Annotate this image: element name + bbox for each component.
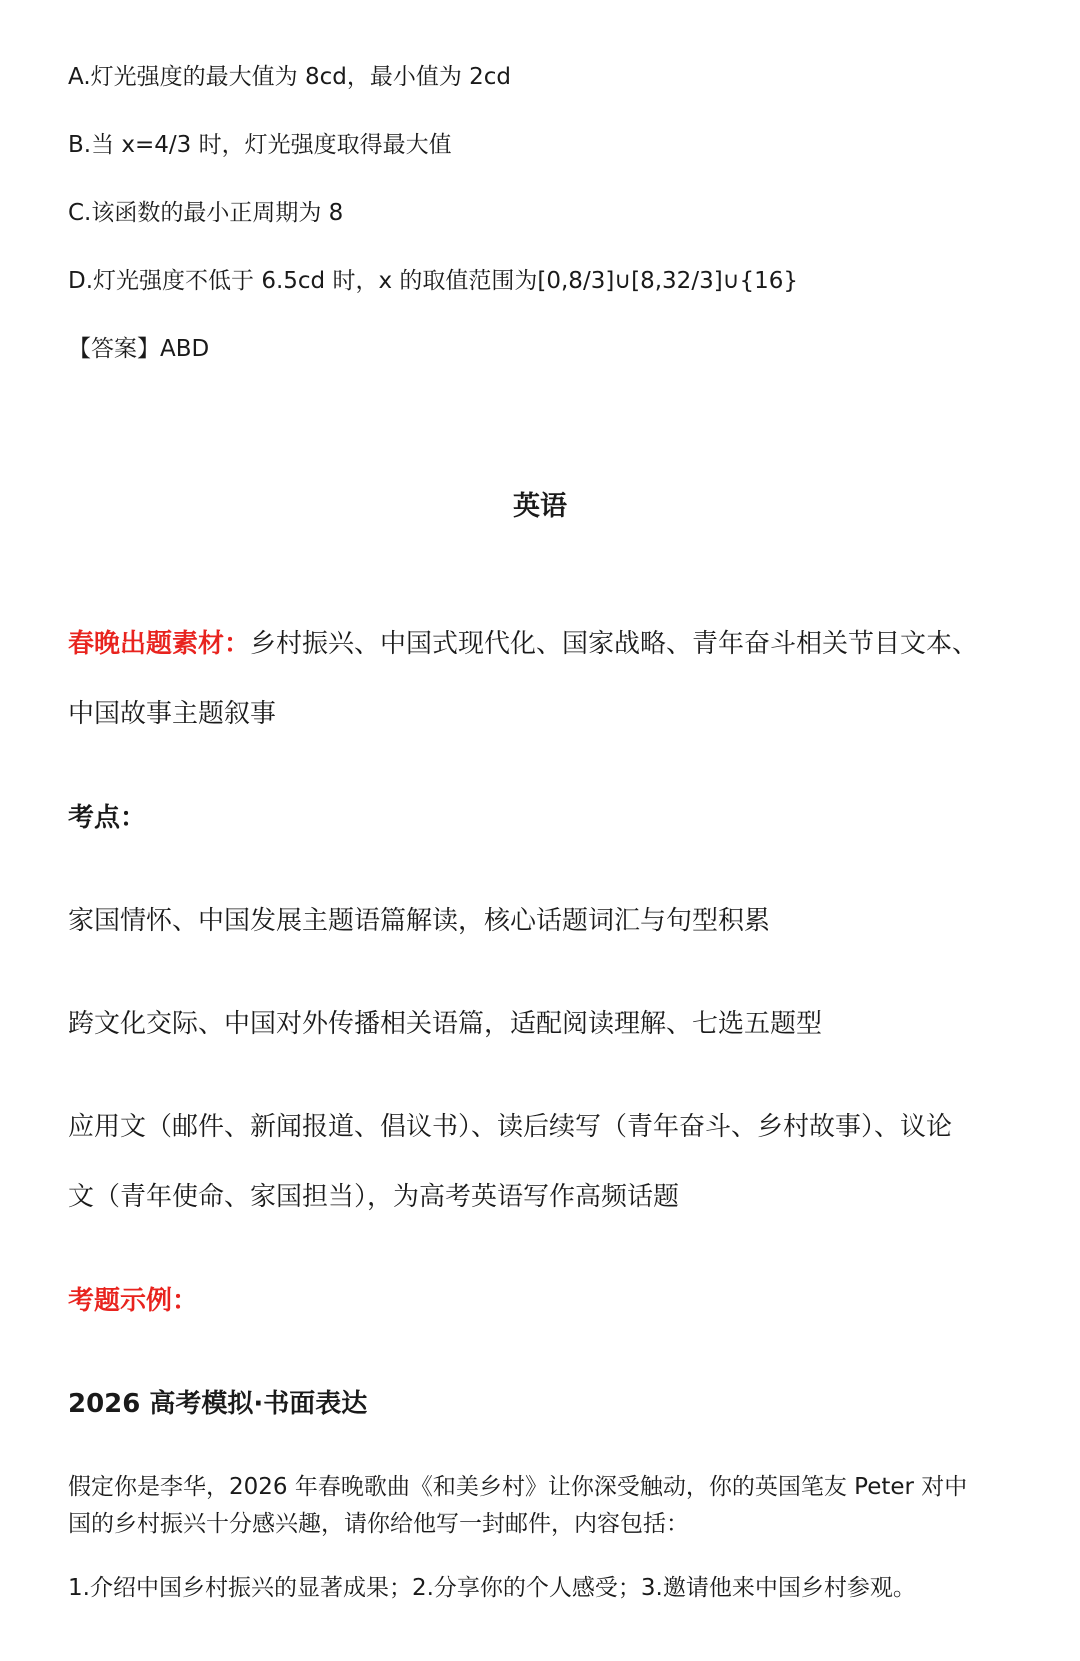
answer: 【答案】ABD [68, 336, 210, 362]
kaodian-label: 考点： [68, 803, 147, 833]
option-b: B.当 x=4/3 时，灯光强度取得最大值 [68, 132, 452, 158]
kaodian-item-3-line-2: 文（青年使命、家国担当），为高考英语写作高频话题 [68, 1182, 680, 1212]
option-a: A.灯光强度的最大值为 8cd，最小值为 2cd [68, 64, 512, 90]
source-label: 春晚出题素材： [68, 629, 251, 659]
kaodian-item-3-line-1: 应用文（邮件、新闻报道、倡议书）、读后续写（青年奋斗、乡村故事）、议论 [68, 1112, 953, 1142]
prompt-line-1: 假定你是李华，2026 年春晚歌曲《和美乡村》让你深受触动，你的英国笔友 Peter 对中 [68, 1474, 968, 1500]
example-title: 2026 高考模拟·书面表达 [68, 1389, 368, 1419]
kaodian-item-2: 跨文化交际、中国对外传播相关语篇，适配阅读理解、七选五题型 [68, 1009, 823, 1039]
source-line-2: 中国故事主题叙事 [68, 699, 277, 729]
source-line-1 [68, 623, 978, 660]
section-title: 英语 [513, 491, 567, 522]
kaodian-item-1: 家国情怀、中国发展主题语篇解读，核心话题词汇与句型积累 [68, 906, 771, 936]
option-c: C.该函数的最小正周期为 8 [68, 200, 344, 226]
source-text: 乡村振兴、中国式现代化、国家战略、青年奋斗相关节目文本、 [250, 629, 979, 659]
prompt-line-2: 国的乡村振兴十分感兴趣，请你给他写一封邮件，内容包括： [68, 1511, 689, 1537]
prompt-line-3: 1.介绍中国乡村振兴的显著成果；2.分享你的个人感受；3.邀请他来中国乡村参观。 [68, 1575, 916, 1601]
option-d: D.灯光强度不低于 6.5cd 时，x 的取值范围为[0,8/3]∪[8,32/3]∪{16} [68, 268, 799, 294]
example-label: 考题示例： [68, 1286, 199, 1316]
